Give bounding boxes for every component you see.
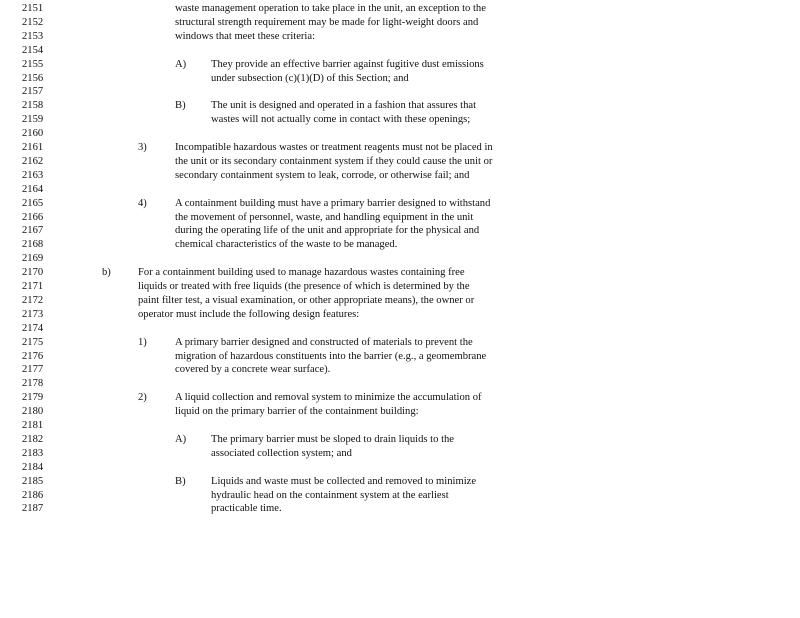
line-text: operator must include the following design features:	[138, 308, 360, 320]
line-number: 2158	[22, 100, 44, 112]
text-line	[0, 16, 800, 30]
line-text: chemical characteristics of the waste to be managed.	[175, 239, 398, 251]
text-line	[0, 447, 800, 461]
text-line	[0, 211, 800, 225]
line-number: 2157	[22, 86, 44, 98]
text-line	[0, 461, 800, 475]
line-text: hydraulic head on the containment system at the earliest	[211, 489, 449, 501]
line-number: 2163	[22, 169, 44, 181]
text-line	[0, 252, 800, 266]
text-line	[0, 322, 800, 336]
text-line	[0, 85, 800, 99]
text-line	[0, 72, 800, 86]
line-text: liquids or treated with free liquids (the presence of which is determined by the	[138, 281, 470, 292]
item-label: 4)	[138, 197, 147, 209]
line-number: 2154	[22, 44, 44, 56]
text-line	[0, 2, 800, 16]
line-number: 2172	[22, 294, 44, 306]
text-line	[0, 391, 800, 405]
text-line	[0, 44, 800, 58]
line-text: Incompatible hazardous wastes or treatment reagents must not be placed in	[175, 142, 493, 153]
line-number: 2180	[22, 406, 44, 418]
line-text: practicable time.	[211, 503, 282, 515]
item-label: b)	[102, 267, 111, 279]
line-number: 2179	[22, 392, 44, 404]
line-number: 2153	[22, 30, 44, 42]
line-text: Liquids and waste must be collected and removed to minimize	[211, 475, 477, 487]
text-line	[0, 475, 800, 489]
line-text: A containment building must have a primary barrier designed to withstand	[175, 197, 491, 209]
text-line	[0, 113, 800, 127]
text-line	[0, 363, 800, 377]
text-line	[0, 433, 800, 447]
item-label: A)	[175, 58, 187, 70]
text-line	[0, 280, 800, 294]
line-text: wastes will not actually come in contact with these openings;	[211, 114, 471, 126]
line-text: For a containment building used to manage hazardous wastes containing free	[138, 267, 465, 279]
line-number: 2164	[22, 183, 44, 195]
line-number: 2181	[22, 420, 44, 431]
text-line	[0, 502, 800, 516]
line-number: 2175	[22, 336, 44, 348]
line-number: 2161	[22, 142, 44, 153]
line-text: the movement of personnel, waste, and handling equipment in the unit	[175, 211, 474, 223]
line-number: 2156	[22, 72, 44, 84]
text-line	[0, 350, 800, 364]
text-line	[0, 58, 800, 72]
line-text: liquid on the primary barrier of the containment building:	[175, 406, 419, 418]
line-number: 2173	[22, 308, 44, 320]
line-number: 2162	[22, 155, 44, 167]
item-label: A)	[175, 433, 187, 445]
text-line	[0, 238, 800, 252]
line-text: waste management operation to take place in the unit, an exception to the	[175, 3, 486, 14]
line-number: 2187	[22, 503, 44, 515]
text-line	[0, 99, 800, 113]
line-number: 2170	[22, 267, 44, 279]
line-number: 2185	[22, 475, 44, 487]
text-line	[0, 377, 800, 391]
line-text: A primary barrier designed and constructed of materials to prevent the	[175, 336, 473, 348]
line-number: 2171	[22, 281, 44, 292]
line-text: structural strength requirement may be made for light-weight doors and	[175, 16, 479, 28]
text-line	[0, 183, 800, 197]
line-text: They provide an effective barrier against fugitive dust emissions	[211, 58, 484, 70]
line-text: associated collection system; and	[211, 447, 352, 459]
text-line	[0, 489, 800, 503]
text-line	[0, 141, 800, 155]
line-text: during the operating life of the unit and appropriate for the physical and	[175, 225, 480, 237]
line-text: the unit or its secondary containment system if they could cause the unit or	[175, 155, 493, 167]
item-label: B)	[175, 475, 186, 487]
line-text: secondary containment system to leak, corrode, or otherwise fail; and	[175, 169, 470, 181]
text-line	[0, 169, 800, 183]
text-line	[0, 336, 800, 350]
line-number: 2155	[22, 58, 44, 70]
text-line	[0, 266, 800, 280]
text-line	[0, 224, 800, 238]
item-label: 1)	[138, 336, 147, 348]
line-text: A liquid collection and removal system to minimize the accumulation of	[175, 392, 482, 404]
text-line	[0, 155, 800, 169]
line-number: 2177	[22, 364, 44, 376]
text-line	[0, 405, 800, 419]
line-text: migration of hazardous constituents into the barrier (e.g., a geomembrane	[175, 350, 487, 362]
line-number: 2151	[22, 3, 44, 14]
item-label: 2)	[138, 392, 147, 404]
line-number: 2152	[22, 16, 44, 28]
line-number: 2182	[22, 433, 44, 445]
line-number: 2169	[22, 253, 44, 265]
line-text: covered by a concrete wear surface).	[175, 364, 331, 376]
text-line	[0, 127, 800, 141]
item-label: 3)	[138, 142, 147, 153]
line-number: 2174	[22, 322, 44, 334]
line-text: The primary barrier must be sloped to drain liquids to the	[211, 433, 455, 445]
line-number: 2165	[22, 197, 44, 209]
text-line	[0, 308, 800, 322]
item-label: B)	[175, 100, 186, 112]
line-number: 2167	[22, 225, 44, 237]
line-text: under subsection (c)(1)(D) of this Section; and	[211, 72, 409, 84]
line-number: 2159	[22, 114, 44, 126]
line-number: 2160	[22, 128, 44, 140]
line-text: The unit is designed and operated in a fashion that assures that	[211, 100, 477, 112]
line-number: 2186	[22, 489, 44, 501]
text-line	[0, 419, 800, 433]
line-number: 2176	[22, 350, 44, 362]
line-number: 2178	[22, 378, 44, 390]
line-number: 2184	[22, 461, 44, 473]
line-number: 2183	[22, 447, 44, 459]
line-text: paint filter test, a visual examination, or other appropriate means), the owner or	[138, 294, 475, 306]
text-line	[0, 294, 800, 308]
text-line	[0, 30, 800, 44]
text-line	[0, 197, 800, 211]
line-number: 2168	[22, 239, 44, 251]
line-text: windows that meet these criteria:	[175, 30, 316, 42]
line-number: 2166	[22, 211, 44, 223]
